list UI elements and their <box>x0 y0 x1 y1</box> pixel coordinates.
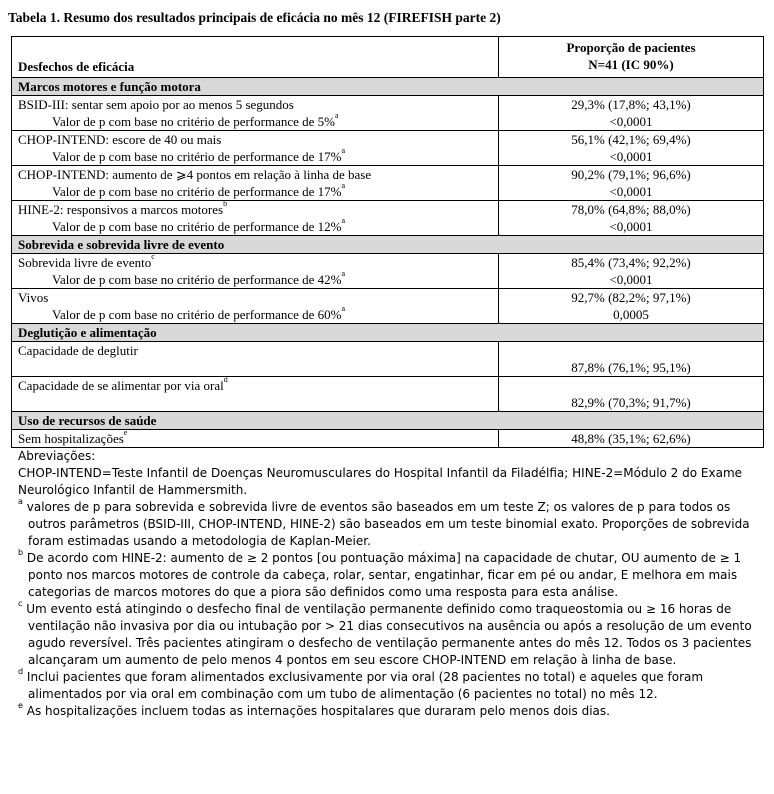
outcome-cell <box>12 430 499 448</box>
proportion-value: 82,9% (70,3%; 91,7%) <box>571 395 691 410</box>
table-row <box>12 430 764 448</box>
outcome-label: Capacidade de se alimentar por via oral$^d$ <box>18 375 228 393</box>
header-proportion-line1: Proporção de pacientes <box>566 40 696 55</box>
proportion-value: 85,4% (73,4%; 92,2%) <box>571 255 691 270</box>
outcome-cell <box>12 201 499 236</box>
pvalue-criterion: Valor de p com base no critério de performance de 17%$^a$ <box>52 181 346 199</box>
value-cell <box>499 131 764 166</box>
header-outcomes: Desfechos de eficácia <box>12 37 499 78</box>
table-header-row <box>12 37 764 78</box>
footnote-d: $^d$ Inclui pacientes que foram alimentados exclusivamente por via oral (28 pacientes no total) e aqueles que foram alimentados por via oral em combinação com um tubo de alimentação (6 pacientes no total) no mês 12. <box>18 667 704 701</box>
value-cell <box>499 166 764 201</box>
pvalue-criterion: Valor de p com base no critério de performance de 42%$^a$ <box>52 269 346 287</box>
outcome-cell <box>12 342 499 377</box>
table-row <box>12 131 764 166</box>
outcome-cell <box>12 377 499 412</box>
table-row <box>12 289 764 324</box>
table-row <box>12 342 764 377</box>
outcome-label: CHOP-INTEND: aumento de ⩾4 pontos em relação à linha de base <box>18 167 372 182</box>
value-cell <box>499 289 764 324</box>
table-row <box>12 254 764 289</box>
proportion-value: 87,8% (76,1%; 95,1%) <box>571 360 691 375</box>
footnote-a: $^a$ valores de p para sobrevida e sobrevida livre de eventos são baseados em um teste Z; os valores de p para todos os outros parâmetros (BSID-III, CHOP-INTEND, HINE-2) são baseados em um teste binomial exato. Proporções de sobrevida foram estimadas usando a metodologia de Kaplan-Meier. <box>18 497 750 548</box>
value-cell <box>499 430 764 448</box>
value-cell <box>499 342 764 377</box>
pvalue-criterion: Valor de p com base no critério de performance de 60%$^a$ <box>52 304 346 322</box>
section-row-swallow <box>12 324 764 342</box>
abbreviations-text: CHOP-INTEND=Teste Infantil de Doenças Neuromusculares do Hospital Infantil da Filadélfia; HINE-2=Módulo 2 do Exame Neurológico Infantil de Hammersmith. <box>18 466 743 497</box>
p-value: <0,0001 <box>609 114 653 129</box>
footnote-c: $^c$ Um evento está atingindo o desfecho final de ventilação permanente definido como traqueostomia ou ≥ 16 horas de ventilação não invasiva por dia ou intubação por > 21 dias consecutivos na ausência ou após a resolução de um evento agudo reversível. Três pacientes atingiram o desfecho de ventilação permanente antes do mês 12. Todos os 3 pacientes alcançaram um aumento de pelo menos 4 pontos em seu escore CHOP-INTEND em relação à linha de base. <box>18 599 752 667</box>
proportion-value: 56,1% (42,1%; 69,4%) <box>571 132 691 147</box>
footnote-e: $^e$ As hospitalizações incluem todas as internações hospitalares que duraram pelo menos dois dias. <box>18 701 610 718</box>
efficacy-table <box>11 36 764 448</box>
header-proportion-line2: N=41 (IC 90%) <box>588 57 674 72</box>
table-row <box>12 166 764 201</box>
pvalue-criterion: Valor de p com base no critério de performance de 12%$^a$ <box>52 216 346 234</box>
table-row <box>12 201 764 236</box>
p-value: <0,0001 <box>609 219 653 234</box>
value-cell <box>499 254 764 289</box>
section-title-survival: Sobrevida e sobrevida livre de evento <box>12 236 764 254</box>
outcome-label: Capacidade de deglutir <box>18 343 138 358</box>
outcome-cell <box>12 96 499 131</box>
section-row-motor <box>12 78 764 96</box>
section-row-resources <box>12 412 764 430</box>
section-row-survival <box>12 236 764 254</box>
outcome-label: CHOP-INTEND: escore de 40 ou mais <box>18 132 222 147</box>
table-row <box>12 377 764 412</box>
p-value: <0,0001 <box>609 272 653 287</box>
outcome-label: Sem hospitalizações$^e$ <box>18 428 128 446</box>
proportion-value: 90,2% (79,1%; 96,6%) <box>571 167 691 182</box>
abbreviations-title: Abreviações: <box>18 449 96 463</box>
p-value: <0,0001 <box>609 149 653 164</box>
table-row <box>12 96 764 131</box>
outcome-cell <box>12 131 499 166</box>
table-title: Tabela 1. Resumo dos resultados principais de eficácia no mês 12 (FIREFISH parte 2) <box>8 10 501 25</box>
proportion-value: 48,8% (35,1%; 62,6%) <box>571 431 691 446</box>
value-cell <box>499 96 764 131</box>
outcome-label: Sobrevida livre de evento$^c$ <box>18 252 155 270</box>
value-cell <box>499 377 764 412</box>
value-cell <box>499 201 764 236</box>
section-title-swallow: Deglutição e alimentação <box>12 324 764 342</box>
proportion-value: 29,3% (17,8%; 43,1%) <box>571 97 691 112</box>
outcome-label: Vivos <box>18 290 49 305</box>
section-title-resources: Uso de recursos de saúde <box>12 412 764 430</box>
outcome-label: BSID-III: sentar sem apoio por ao menos 5 segundos <box>18 97 294 112</box>
p-value: <0,0001 <box>609 184 653 199</box>
proportion-value: 92,7% (82,2%; 97,1%) <box>571 290 691 305</box>
outcome-cell <box>12 254 499 289</box>
outcome-label: HINE-2: responsivos a marcos motores$^b$ <box>18 199 228 217</box>
header-proportion <box>499 37 764 78</box>
section-title-motor: Marcos motores e função motora <box>12 78 764 96</box>
footnote-b: $^b$ De acordo com HINE-2: aumento de ≥ 2 pontos [ou pontuação máxima] na capacidade de chutar, OU aumento de ≥ 1 ponto nos marcos motores de controle da cabeça, rolar, sentar, engatinhar, ficar em pé ou andar, E melhora em mais categorias de marcos motores do que a piora são definidos como uma resposta para esta análise. <box>18 548 742 599</box>
pvalue-criterion: Valor de p com base no critério de performance de 5%$^a$ <box>52 111 339 129</box>
outcome-cell <box>12 166 499 201</box>
footnotes <box>18 448 763 720</box>
pvalue-criterion: Valor de p com base no critério de performance de 17%$^a$ <box>52 146 346 164</box>
p-value: 0,0005 <box>613 307 649 322</box>
outcome-cell <box>12 289 499 324</box>
proportion-value: 78,0% (64,8%; 88,0%) <box>571 202 691 217</box>
